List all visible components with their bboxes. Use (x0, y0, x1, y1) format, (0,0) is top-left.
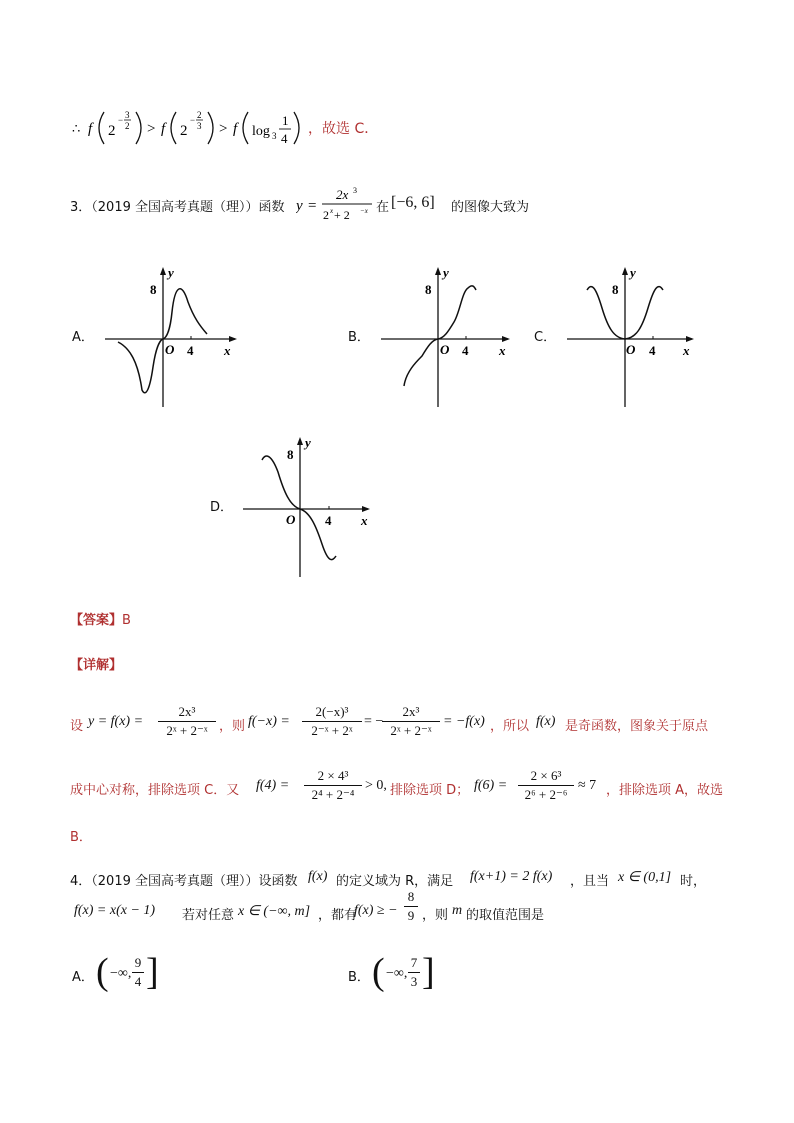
exp-num: 3 (125, 110, 130, 120)
q4-relation: f(x+1) = 2 f(x) (470, 869, 553, 884)
fraction-2 (302, 703, 362, 740)
option-a-label: A． (72, 330, 94, 345)
option-b-num: 7 (408, 954, 420, 973)
q3-mid: 在 (376, 200, 390, 215)
detail-label: 【详解】 (70, 658, 123, 673)
frac6-num: 2 × 6³ (518, 767, 574, 786)
expr2: f(−x) = (248, 714, 290, 729)
question-3 (70, 186, 570, 222)
graph-d (238, 432, 383, 582)
f-symbol: f (88, 121, 93, 137)
q4-shi-text: 时， (680, 874, 707, 889)
tick-8: 8 (150, 282, 157, 297)
q4-m: m (452, 903, 463, 918)
approx-7: ≈ 7 (578, 778, 597, 793)
origin-label: O (165, 342, 175, 357)
fx: f(x) (536, 714, 556, 729)
fraction-6 (518, 767, 574, 804)
f-symbol: f (161, 121, 166, 137)
q4-range-text: 的取值范围是 (466, 908, 545, 923)
frac6-den: 2⁶ + 2⁻⁶ (524, 787, 568, 802)
den-a: 2 (323, 208, 329, 222)
q4-then-text: ，则 (422, 908, 449, 923)
fraction-4 (304, 767, 362, 804)
answer-label: 【答案】 (70, 613, 123, 628)
conclusion-b: B． (70, 830, 92, 845)
frac1-den: 2ˣ + 2⁻ˣ (166, 723, 208, 738)
option-a-num: 9 (132, 954, 144, 973)
x-axis-label: x (224, 343, 231, 358)
den-plus: + 2 (334, 208, 350, 222)
x-axis-label: x (683, 343, 690, 358)
frac-den: 4 (281, 131, 288, 146)
f6: f(6) = (474, 778, 508, 793)
graph-a (100, 262, 245, 412)
option-a-fraction (132, 954, 144, 991)
inequality-formula (70, 106, 490, 150)
exp-num: 2 (197, 110, 202, 120)
she-text: 设 (70, 719, 84, 734)
base-2: 2 (108, 123, 116, 139)
frac-num: 1 (282, 113, 289, 128)
gt-symbol: > (219, 121, 228, 137)
question-4-line-1 (70, 866, 730, 892)
y-axis-label: y (168, 265, 174, 280)
log-text: log (252, 124, 270, 139)
base-2: 2 (180, 123, 188, 139)
q4-when-text: ，且当 (570, 874, 610, 889)
q4-definition: f(x) = x(x − 1) (74, 903, 156, 918)
frac4-den: 2⁴ + 2⁻⁴ (311, 787, 355, 802)
tick-4: 4 (462, 343, 469, 358)
eq-neg: = − (364, 714, 384, 729)
option-b-label: B． (348, 330, 370, 345)
eq-end: = −f(x) (443, 714, 485, 729)
exp-den: 2 (125, 121, 130, 131)
option-a (70, 952, 190, 998)
option-a-letter: A． (72, 970, 94, 985)
q4-frac-num: 8 (404, 888, 418, 907)
option-b-den: 3 (410, 974, 418, 989)
y-axis-label: y (630, 265, 636, 280)
option-b-letter: B． (348, 970, 370, 985)
gt-symbol: > (147, 121, 156, 137)
odd-function-text: 是奇函数，图象关于原点 (565, 719, 709, 734)
frac1-num: 2x³ (158, 703, 216, 722)
q4-frac-den: 9 (407, 908, 415, 923)
tick-8: 8 (425, 282, 432, 297)
tick-4: 4 (325, 513, 332, 528)
q3-prefix: 3．（2019 全国高考真题（理））函数 (70, 200, 285, 215)
gt0: > 0, (365, 778, 387, 793)
option-d-label: D． (210, 500, 234, 515)
q4-fraction (404, 888, 418, 925)
solution-line-2 (70, 767, 730, 809)
tick-8: 8 (612, 282, 619, 297)
q4-always-text: ，都有 (318, 908, 358, 923)
option-b-neg-inf: −∞, (386, 966, 408, 981)
origin-label: O (286, 512, 296, 527)
frac3-num: 2x³ (382, 703, 440, 722)
curve-b (404, 286, 476, 386)
option-a-den: 4 (134, 974, 142, 989)
q4-fx: f(x) (308, 869, 328, 884)
option-b-open: ( (372, 951, 385, 993)
exp-sign: − (118, 115, 124, 125)
x-axis-label: x (361, 513, 368, 528)
option-b-fraction (408, 954, 420, 991)
frac3-den: 2ˣ + 2⁻ˣ (390, 723, 432, 738)
frac2-num: 2(−x)³ (302, 703, 362, 722)
fraction-1 (158, 703, 216, 740)
den-a-exp: x (330, 207, 334, 215)
x-axis-label: x (499, 343, 506, 358)
exp-den: 3 (197, 121, 202, 131)
inequality-line (70, 106, 490, 150)
log-base: 3 (272, 131, 277, 141)
tick-4: 4 (187, 343, 194, 358)
den-b-exp: −x (360, 207, 368, 215)
tick-4: 4 (649, 343, 656, 358)
answer-line (70, 609, 131, 628)
exclude-d-text: 排除选项 D； (390, 783, 470, 798)
choose-c-text: ，故选 C． (308, 121, 379, 137)
curve-d (262, 456, 336, 560)
q3-suffix: 的图像大致为 (451, 200, 530, 215)
num-exp: 3 (353, 186, 357, 195)
q3-interval: [−6, 6] (391, 194, 435, 211)
graph-c (562, 262, 707, 412)
answer-value: B (122, 613, 131, 628)
frac4-num: 2 × 4³ (304, 767, 362, 786)
q4-condition: x ∈ (0,1] (618, 870, 672, 885)
y-axis-label: y (305, 435, 311, 450)
option-b (346, 952, 466, 998)
f4: f(4) = (256, 778, 290, 793)
option-a-neg-inf: −∞, (110, 966, 132, 981)
num: 2x (336, 187, 349, 202)
y-axis-label: y (443, 265, 449, 280)
tick-8: 8 (287, 447, 294, 462)
y-symbol: y (296, 198, 303, 214)
question-4-line-2 (70, 889, 730, 934)
exp-sign: − (190, 115, 196, 125)
solution-line-1 (70, 703, 730, 745)
q4-inequality: f(x) ≥ − (354, 903, 398, 918)
expr1: y = f(x) = (88, 714, 144, 729)
option-a-close: ] (146, 951, 159, 993)
q4-for-any-text: 若对任意 (182, 908, 235, 923)
q4-prefix: 4．（2019 全国高考真题（理））设函数 (70, 874, 298, 889)
exclude-c-text: 成中心对称，排除选项 C．又 (70, 783, 240, 798)
q4-domain-text: 的定义域为 R，满足 (336, 874, 454, 889)
suoyi-text: ，所以 (490, 719, 530, 734)
option-a-open: ( (96, 951, 109, 993)
option-c-label: C． (534, 330, 557, 345)
frac2-den: 2⁻ˣ + 2ˣ (311, 723, 353, 738)
origin-label: O (626, 342, 636, 357)
exclude-a-text: ，排除选项 A，故选 (606, 783, 724, 798)
q4-condition-2: x ∈ (−∞, m] (238, 904, 311, 919)
fraction-3 (382, 703, 440, 740)
option-b-close: ] (422, 951, 435, 993)
then-text: ，则 (219, 719, 246, 734)
origin-label: O (440, 342, 450, 357)
f-symbol: f (233, 121, 238, 137)
eq-symbol: = (308, 198, 317, 214)
therefore-symbol: ∴ (72, 121, 81, 136)
graph-b (376, 262, 521, 412)
